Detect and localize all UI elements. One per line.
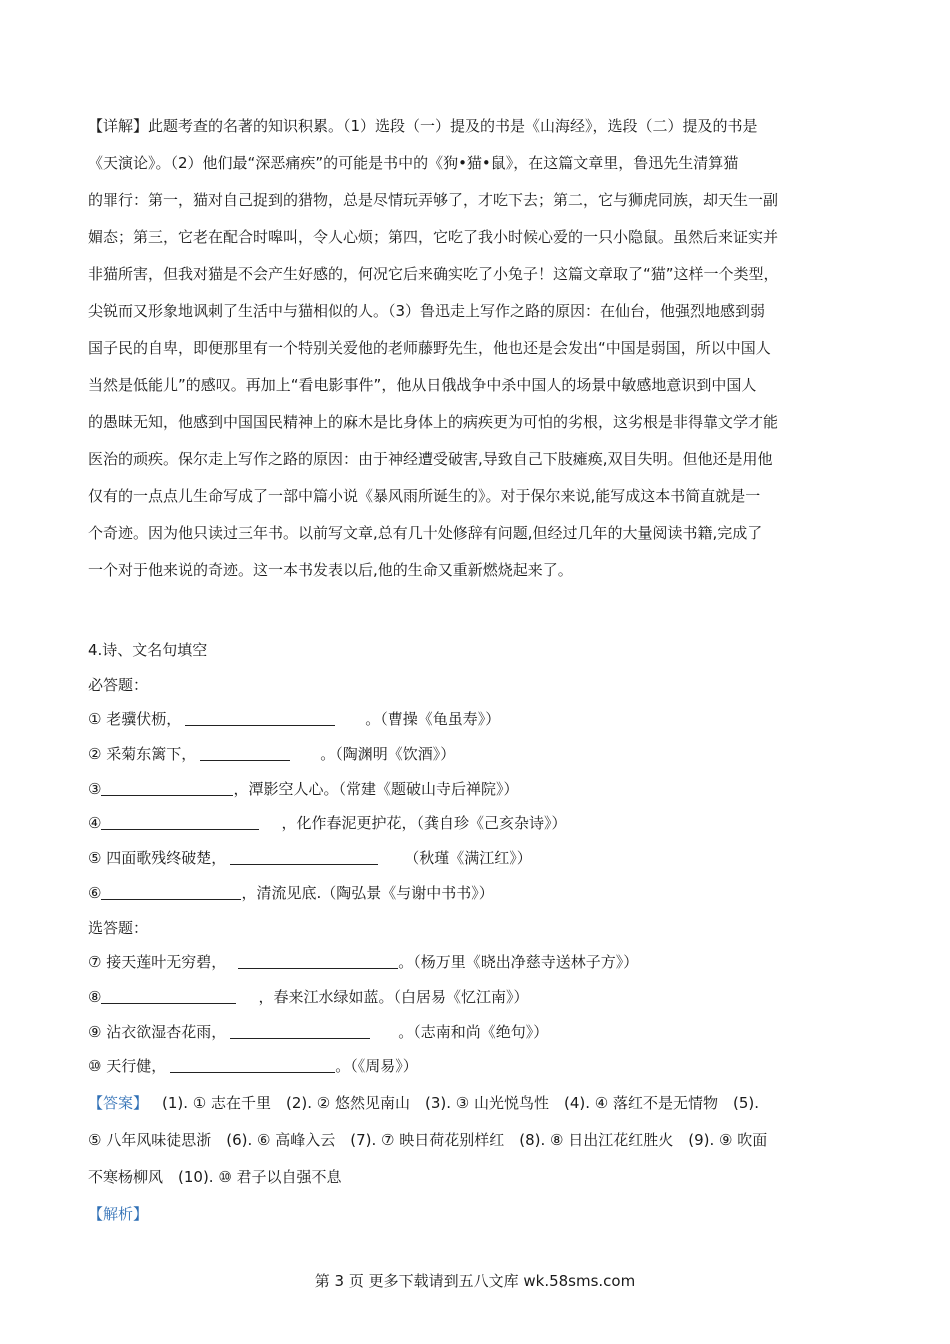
answer-line: ⑤ 八年风味徒思浙 (6). ⑥ 高峰入云 (7). ⑦ 映日荷花别样红 (8). ⑧ 日出江花红胜火 (9). ⑨ 吹面 [88, 1131, 768, 1149]
analysis-tag: 【解析】 [88, 1205, 149, 1223]
fill-item: ② 采菊东篱下， 。（陶渊明《饮酒》） [88, 745, 456, 764]
answer-line: 【答案】 (1). ① 志在千里 (2). ② 悠然见南山 (3). ③ 山光悦鸟性 (4). ④ 落红不是无情物 (5). [88, 1094, 760, 1112]
fill-item: ⑩ 天行健， 。（《周易》） [88, 1057, 418, 1076]
answer-blank [185, 709, 335, 726]
fill-item: ① 老骥伏枥， 。（曹操《龟虽寿》） [88, 710, 501, 729]
fill-item: ⑨ 沾衣欲湿杏花雨， 。（志南和尚《绝句》） [88, 1022, 549, 1041]
required-label: 必答题： [88, 675, 149, 694]
detail-line: 非猫所害，但我对猫是不会产生好感的，何况它后来确实吃了小兔子！这篇文章取了“猫”这样一个类型， [88, 265, 779, 283]
detail-line: 尖锐而又形象地讽刺了生活中与猫相似的人。（3）鲁迅走上写作之路的原因：在仙台，他强烈地感到弱 [88, 302, 766, 320]
fill-item: ⑤ 四面歌残终破楚， （秋瑾《满江红》） [88, 849, 532, 868]
detail-line: 当然是低能儿”的感叹。再加上“看电影事件”，他从日俄战争中杀中国人的场景中敏感地意识到中国人 [88, 376, 757, 394]
fill-item: ⑥ ，清流见底.（陶弘景《与谢中书书》） [88, 883, 494, 902]
detail-line: 医治的顽疾。保尔走上写作之路的原因：由于神经遭受破害,导致自己下肢瘫痪,双目失明。但他还是用他 [88, 450, 773, 468]
page-footer: 第 3 页 更多下载请到五八文库 wk.58sms.com [314, 1272, 636, 1290]
detail-line: 的罪行：第一，猫对自己捉到的猎物，总是尽情玩弄够了，才吃下去；第二，它与狮虎同族，却天生一副 [88, 191, 779, 209]
answer-blank [170, 1056, 335, 1073]
detail-line: 的愚昧无知，他感到中国国民精神上的麻木是比身体上的病疾更为可怕的劣根，这劣根是非得靠文学才能 [88, 413, 779, 431]
detail-line: 国子民的自卑，即便那里有一个特别关爱他的老师藤野先生，他也还是会发出“中国是弱国，所以中国人 [88, 339, 771, 357]
answer-blank [230, 848, 378, 865]
detail-line: 仅有的一点点儿生命写成了一部中篇小说《暴风雨所诞生的》。对于保尔来说,能写成这本书简直就是一 [88, 487, 761, 505]
answer-blank [238, 952, 398, 969]
answer-tag: 【答案】 [88, 1094, 149, 1112]
answer-blank [230, 1022, 370, 1039]
fill-item: ③ ，潭影空人心。（常建《题破山寺后禅院》） [88, 779, 519, 798]
answer-blank [101, 779, 233, 796]
detail-line: 媚态；第三，它老在配合时嗥叫，令人心烦；第四，它吃了我小时候心爱的一只小隐鼠。虽然后来证实并 [88, 228, 779, 246]
detail-line: 个奇迹。因为他只读过三年书。以前写文章,总有几十处修辞有问题,但经过几年的大量阅读书籍,完成了 [88, 524, 763, 542]
question-block [88, 633, 878, 1084]
answer-line: 不寒杨柳风 (10). ⑩ 君子以自强不息 [88, 1168, 342, 1186]
answer-blank [101, 813, 259, 830]
optional-label: 选答题： [88, 918, 149, 937]
answer-block [88, 1085, 868, 1233]
detail-line: 一个对于他来说的奇迹。这一本书发表以后,他的生命又重新燃烧起来了。 [88, 561, 573, 579]
answer-blank [200, 744, 290, 761]
answer-blank [101, 987, 236, 1004]
detail-paragraph [88, 108, 864, 589]
detail-line: 【详解】此题考查的名著的知识积累。（1）选段（一）提及的书是《山海经》，选段（二）提及的书是 [88, 117, 758, 135]
detail-line: 《天演论》。（2）他们最“深恶痛疾”的可能是书中的《狗•猫•鼠》，在这篇文章里，鲁迅先生清算猫 [88, 154, 739, 172]
fill-item: ⑧ ，春来江水绿如蓝。（白居易《忆江南》） [88, 987, 529, 1006]
fill-item: ④ ，化作春泥更护花，（龚自珍《己亥杂诗》） [88, 814, 567, 833]
question-title: 4.诗、文名句填空 [88, 641, 208, 659]
answer-blank [101, 883, 241, 900]
fill-item: ⑦ 接天莲叶无穷碧， 。（杨万里《晓出净慈寺送林子方》） [88, 953, 639, 972]
